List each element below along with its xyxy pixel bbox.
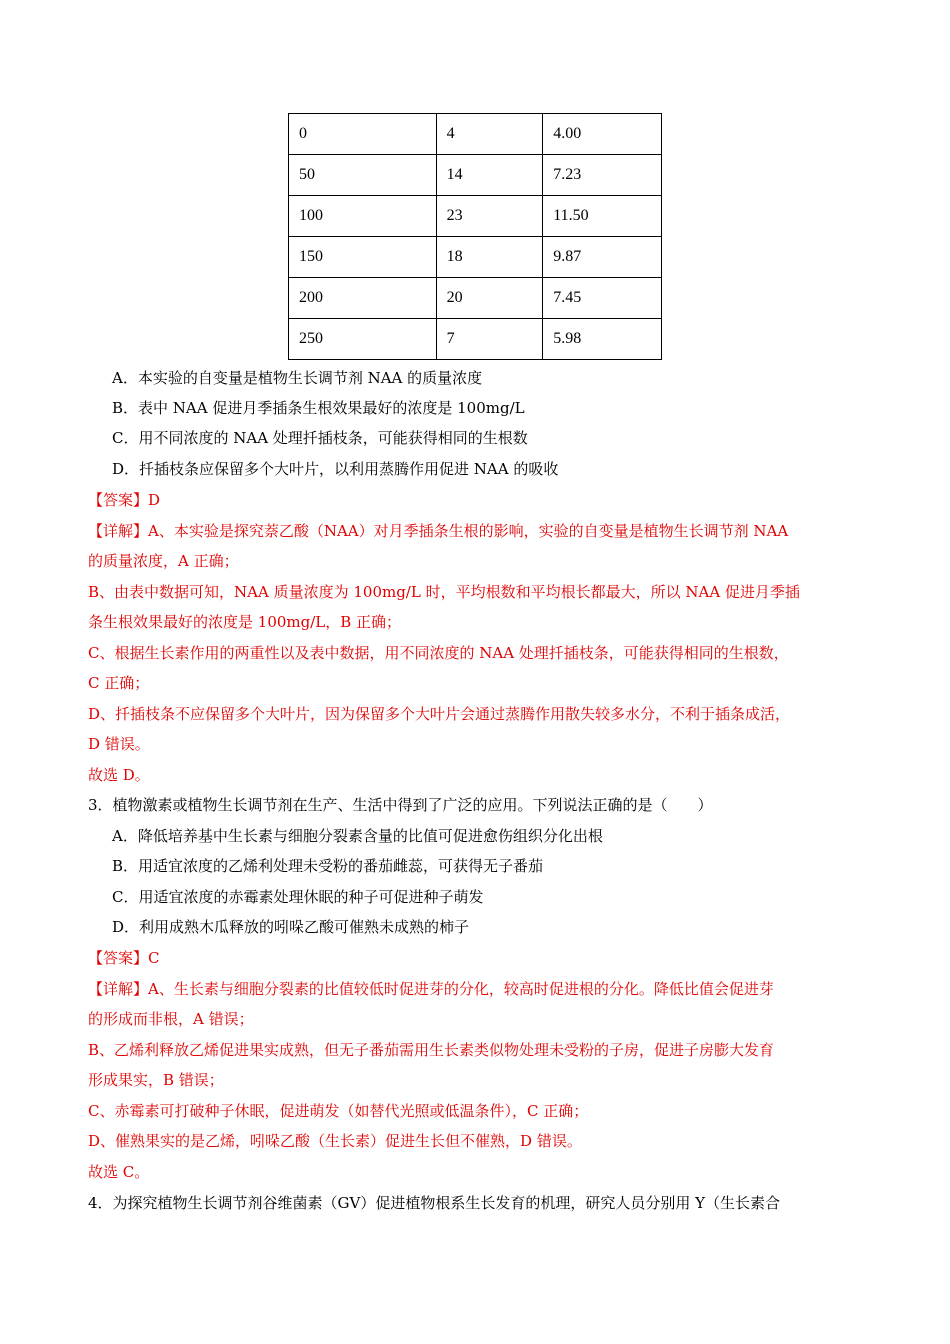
data-table (288, 113, 662, 360)
q2-explain-line: D、扦插枝条不应保留多个大叶片，因为保留多个大叶片会通过蒸腾作用散失较多水分，不利于插条成活， (88, 705, 791, 723)
table-cell: 23 (436, 196, 543, 237)
q3-option-b: B．用适宜浓度的乙烯利处理未受粉的番茄雌蕊，可获得无子番茄 (112, 857, 544, 875)
table-row (289, 278, 662, 319)
q3-explain-line: 的形成而非根，A 错误； (88, 1010, 254, 1028)
table-cell: 200 (289, 278, 437, 319)
q2-explain-line: 条生根效果最好的浓度是 100mg/L，B 正确； (88, 613, 402, 631)
q2-answer: 【答案】D (88, 491, 161, 509)
q4-stem: 4．为探究植物生长调节剂谷维菌素（GV）促进植物根系生长发育的机理，研究人员分别用 Y（生长素合 (88, 1194, 781, 1212)
q3-option-c: C．用适宜浓度的赤霉素处理休眠的种子可促进种子萌发 (112, 888, 484, 906)
q3-conclusion: 故选 C。 (88, 1163, 150, 1181)
q3-answer: 【答案】C (88, 949, 160, 967)
table-cell: 7 (436, 319, 543, 360)
table-cell: 7.23 (543, 155, 662, 196)
q2-explain-line: 的质量浓度，A 正确； (88, 552, 239, 570)
table-cell: 11.50 (543, 196, 662, 237)
table-cell: 4.00 (543, 114, 662, 155)
table-row (289, 196, 662, 237)
table-cell: 14 (436, 155, 543, 196)
table-row (289, 155, 662, 196)
table-cell: 5.98 (543, 319, 662, 360)
q2-option-c: C．用不同浓度的 NAA 处理扦插枝条，可能获得相同的生根数 (112, 429, 528, 447)
q2-option-d: D．扦插枝条应保留多个大叶片，以利用蒸腾作用促进 NAA 的吸收 (112, 460, 559, 478)
table-cell: 250 (289, 319, 437, 360)
table-cell: 50 (289, 155, 437, 196)
q3-explain-line: D、催熟果实的是乙烯，吲哚乙酸（生长素）促进生长但不催熟，D 错误。 (88, 1132, 582, 1150)
q3-explain-line: 【详解】A、生长素与细胞分裂素的比值较低时促进芽的分化，较高时促进根的分化。降低比值会促进芽 (88, 980, 774, 998)
table-cell: 0 (289, 114, 437, 155)
q2-explain-line: 【详解】A、本实验是探究萘乙酸（NAA）对月季插条生根的影响，实验的自变量是植物生长调节剂 NAA (88, 522, 789, 540)
table-cell: 100 (289, 196, 437, 237)
table-cell: 7.45 (543, 278, 662, 319)
q2-option-a: A．本实验的自变量是植物生长调节剂 NAA 的质量浓度 (112, 369, 483, 387)
table-row (289, 237, 662, 278)
table-cell: 150 (289, 237, 437, 278)
q3-explain-line: 形成果实，B 错误； (88, 1071, 224, 1089)
q3-explain-line: B、乙烯利释放乙烯促进果实成熟，但无子番茄需用生长素类似物处理未受粉的子房，促进子房膨大发育 (88, 1041, 775, 1059)
q3-option-d: D．利用成熟木瓜释放的吲哚乙酸可催熟未成熟的柿子 (112, 918, 470, 936)
q2-explain-line: C 正确； (88, 674, 150, 692)
table-cell: 20 (436, 278, 543, 319)
q3-stem: 3．植物激素或植物生长调节剂在生产、生活中得到了广泛的应用。下列说法正确的是（ ） (88, 796, 713, 814)
q2-explain-line: D 错误。 (88, 735, 150, 753)
q3-option-a: A．降低培养基中生长素与细胞分裂素含量的比值可促进愈伤组织分化出根 (112, 827, 603, 845)
table-cell: 4 (436, 114, 543, 155)
table-cell: 9.87 (543, 237, 662, 278)
q2-conclusion: 故选 D。 (88, 766, 150, 784)
q2-explain-line: B、由表中数据可知，NAA 质量浓度为 100mg/L 时，平均根数和平均根长都最大，所以 NAA 促进月季插 (88, 583, 800, 601)
table-cell: 18 (436, 237, 543, 278)
q2-explain-line: C、根据生长素作用的两重性以及表中数据，用不同浓度的 NAA 处理扦插枝条，可能获得相同的生根数， (88, 644, 789, 662)
table-row (289, 114, 662, 155)
q3-explain-line: C、赤霉素可打破种子休眠，促进萌发（如替代光照或低温条件），C 正确； (88, 1102, 589, 1120)
q2-option-b: B．表中 NAA 促进月季插条生根效果最好的浓度是 100mg/L (112, 399, 525, 417)
table-row (289, 319, 662, 360)
